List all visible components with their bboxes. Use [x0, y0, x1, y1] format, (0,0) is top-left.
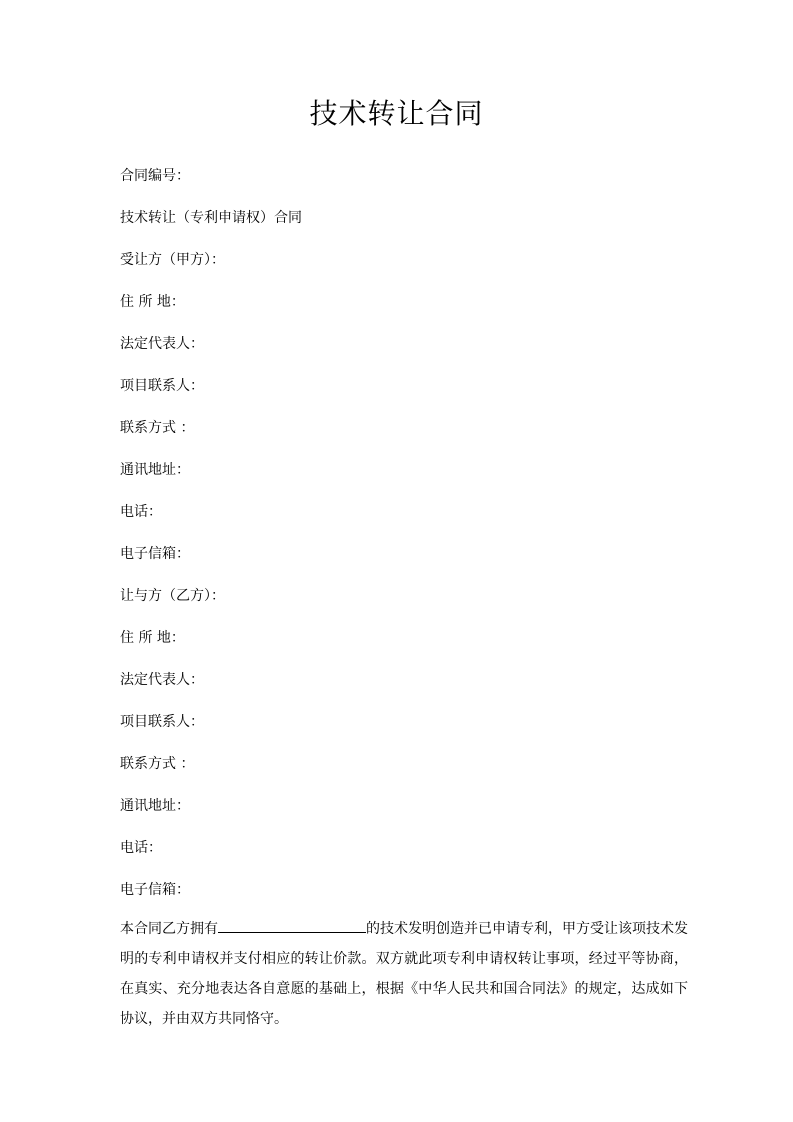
preamble-text-start: 本合同乙方拥有 [120, 921, 218, 937]
field-party-b-phone: 电话： [120, 840, 162, 856]
document-title: 技术转让合同 [309, 97, 484, 130]
field-party-b-mailing-address: 通讯地址： [120, 798, 190, 814]
field-party-b-address: 住 所 地： [120, 630, 185, 646]
field-party-b-contact-person: 项目联系人： [120, 714, 204, 730]
field-party-b-heading: 让与方（乙方）： [120, 588, 225, 604]
field-party-a-legal-rep: 法定代表人： [120, 336, 204, 352]
fill-in-blank [218, 915, 366, 933]
field-party-a-heading: 受让方（甲方）： [120, 252, 225, 268]
contract-preamble-paragraph [120, 914, 688, 1034]
field-party-a-email: 电子信箱： [120, 546, 190, 562]
field-party-a-phone: 电话： [120, 504, 162, 520]
field-party-a-address: 住 所 地： [120, 294, 185, 310]
field-party-b-email: 电子信箱： [120, 882, 190, 898]
field-contract-type: 技术转让（专利申请权）合同 [120, 210, 302, 226]
field-party-b-contact-method: 联系方式 ： [120, 756, 195, 772]
contract-fields-list [120, 164, 680, 920]
field-party-a-mailing-address: 通讯地址： [120, 462, 190, 478]
field-party-b-legal-rep: 法定代表人： [120, 672, 204, 688]
field-party-a-contact-person: 项目联系人： [120, 378, 204, 394]
field-contract-number: 合同编号： [120, 168, 190, 184]
preamble-text-end: 的技术发明创造并已申请专利，甲方受让该项技术发明的专利申请权并支付相应的转让价款。双方就此项专利申请权转让事项，经过平等协商，在真实、充分地表达各自意愿的基础上，根据《中华人民共和国合同法》的规定，达成如下协议，并由双方共同恪守。 [120, 921, 688, 1027]
field-party-a-contact-method: 联系方式 ： [120, 420, 195, 436]
